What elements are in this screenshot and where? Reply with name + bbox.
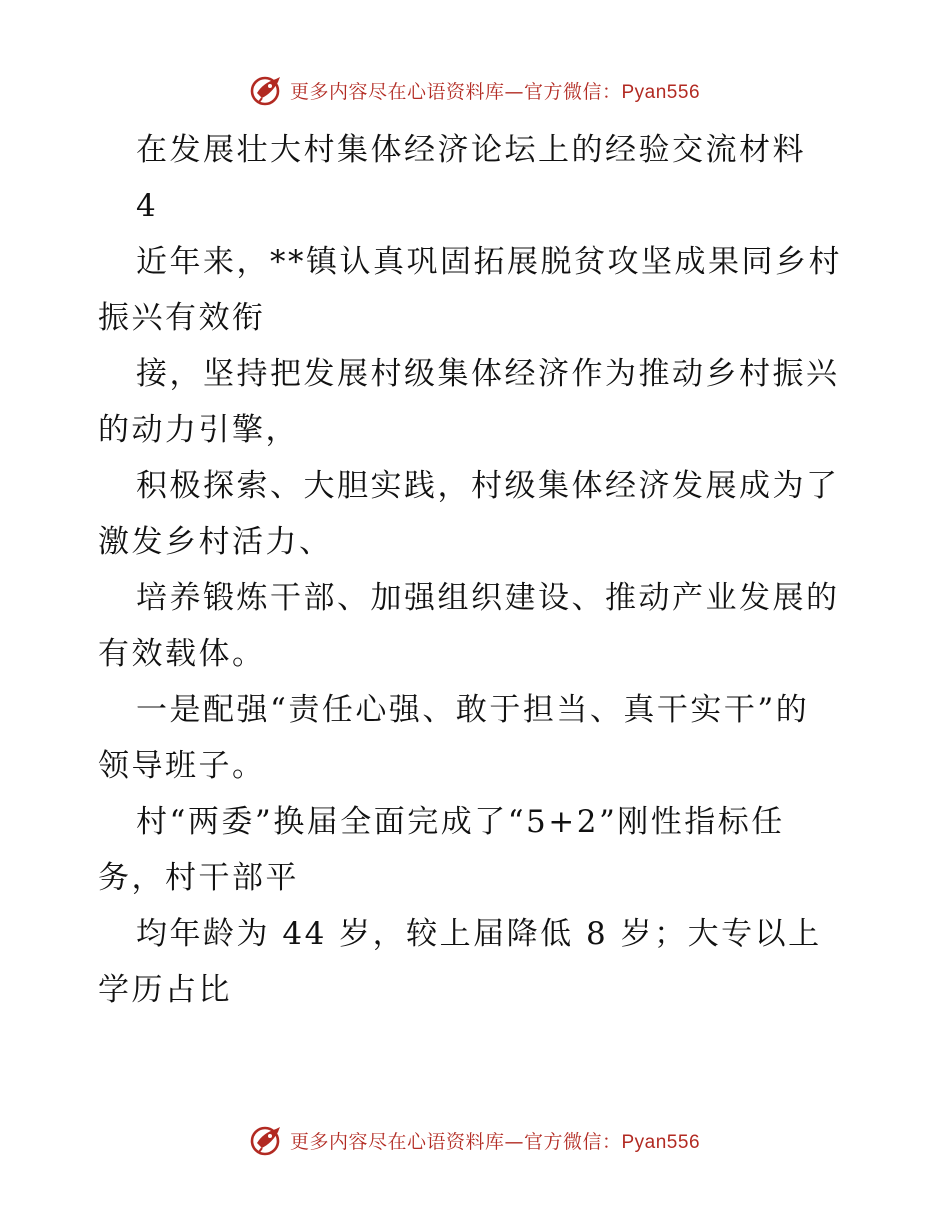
- paragraph-line: 领导班子。: [98, 748, 266, 784]
- paragraph-line: 学历占比: [98, 972, 232, 1008]
- paragraph-line: 均年龄为 44 岁，较上届降低 8 岁；大专以上: [136, 916, 822, 952]
- header-wechat-label: 官方微信：: [523, 80, 622, 103]
- header-banner-inner: [250, 73, 700, 107]
- paragraph-line: 激发乡村活力、: [98, 524, 333, 560]
- header-wechat-id: Pyan556: [621, 81, 701, 103]
- footer-banner-inner: [250, 1123, 700, 1157]
- paragraph-line: 务，村干部平: [98, 860, 299, 896]
- header-banner: [0, 70, 950, 110]
- header-site-text: 更多内容尽在心语资料库—: [289, 80, 524, 103]
- footer-wechat-label: 官方微信：: [523, 1130, 622, 1153]
- footer-wechat-id: Pyan556: [621, 1131, 701, 1153]
- paragraph-line: 振兴有效衔: [98, 300, 266, 336]
- paragraph-line: 有效载体。: [98, 636, 266, 672]
- paragraph-line: 的动力引擎，: [98, 412, 299, 448]
- document-body: [98, 122, 858, 1018]
- paragraph-line: 村“两委”换届全面完成了“5+2”刚性指标任: [136, 804, 785, 840]
- doc-title-line-1: 在发展壮大村集体经济论坛上的经验交流材料: [136, 132, 806, 168]
- paragraph-line: 培养锻炼干部、加强组织建设、推动产业发展的: [136, 580, 840, 616]
- paragraph-line: 一是配强“责任心强、敢于担当、真干实干”的: [136, 692, 810, 728]
- paragraph-line: 接，坚持把发展村级集体经济作为推动乡村振兴: [136, 356, 840, 392]
- pen-logo-icon: [250, 73, 284, 107]
- footer-site-text: 更多内容尽在心语资料库—: [289, 1130, 524, 1153]
- pen-logo-icon: [250, 1123, 284, 1157]
- footer-banner: [0, 1120, 950, 1160]
- doc-title-line-2: 4: [136, 188, 159, 224]
- footer-banner-text: [290, 1127, 700, 1154]
- paragraph-line: 积极探索、大胆实践，村级集体经济发展成为了: [136, 468, 840, 504]
- header-banner-text: [290, 77, 700, 104]
- paragraph-line: 近年来，**镇认真巩固拓展脱贫攻坚成果同乡村: [136, 244, 842, 280]
